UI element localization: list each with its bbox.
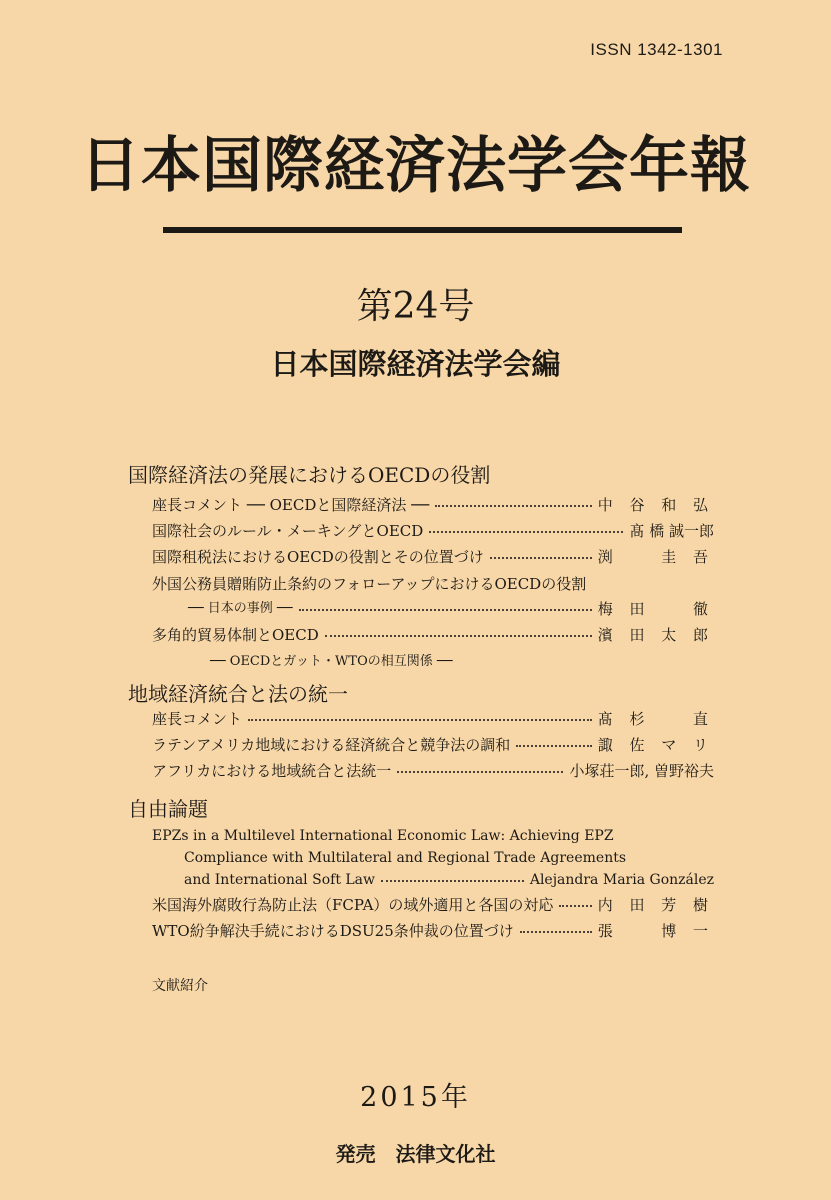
toc-item-subtitle: ── OECDとガット・WTOの相互関係 ── <box>210 654 453 669</box>
toc-item-author: 中 谷 和 弘 <box>597 496 714 514</box>
issn-number: ISSN 1342-1301 <box>590 40 723 59</box>
toc-item <box>152 493 714 517</box>
section-heading: 国際経済法の発展におけるOECDの役割 <box>128 463 491 487</box>
toc-item-author: 諏 佐 マ リ <box>597 736 714 754</box>
toc-item-subtitle: ── 日本の事例 ── <box>188 601 293 616</box>
toc-item <box>152 707 714 731</box>
section-heading: 自由論題 <box>128 797 208 821</box>
toc-item-author: 濱 田 太 郎 <box>597 626 714 644</box>
toc-item <box>152 893 714 917</box>
leader-dots <box>435 493 592 507</box>
toc-item-title: アフリカにおける地域統合と法統一 <box>152 762 392 780</box>
toc-item-title: 米国海外腐敗行為防止法（FCPA）の域外適用と各国の対応 <box>152 896 554 914</box>
toc-item <box>152 545 714 569</box>
toc-item-title-line: EPZs in a Multilevel International Economic Law: Achieving EPZ <box>152 828 614 844</box>
toc-item-title: 国際租税法におけるOECDの役割とその位置づけ <box>152 548 484 566</box>
toc-item-title: 座長コメント ── OECDと国際経済法 ── <box>152 496 430 514</box>
toc-item-title: 座長コメント <box>152 710 243 728</box>
toc-item-title: ラテンアメリカ地域における経済統合と競争法の調和 <box>152 736 511 754</box>
leader-dots <box>490 545 592 559</box>
toc-item <box>152 572 714 596</box>
toc-item-title: 外国公務員贈賄防止条約のフォローアップにおけるOECDの役割 <box>152 575 587 593</box>
toc-item-author: 髙 橋 誠一郎 <box>629 522 714 540</box>
leader-dots <box>429 519 623 533</box>
volume-number: 第24号 <box>356 286 475 327</box>
leader-dots <box>299 597 592 611</box>
toc-item <box>152 519 714 543</box>
toc-item <box>152 919 714 943</box>
toc-item-title: WTO紛争解決手続におけるDSU25条仲裁の位置づけ <box>152 922 514 940</box>
title-rule <box>163 227 682 233</box>
leader-dots <box>381 868 524 882</box>
toc-item <box>152 733 714 757</box>
leader-dots <box>559 893 591 907</box>
toc-item-continued <box>152 597 714 621</box>
toc-item-title: 多角的貿易体制とOECD <box>152 626 319 644</box>
toc-item-title: 国際社会のルール・メーキングとOECD <box>152 522 424 540</box>
leader-dots <box>325 623 592 637</box>
leader-dots <box>397 759 563 773</box>
section-heading: 地域経済統合と法の統一 <box>128 682 348 706</box>
journal-title: 日本国際経済法学会年報 <box>80 131 751 201</box>
leader-dots <box>248 707 592 721</box>
toc-item <box>152 623 714 647</box>
toc-item-author: 髙 杉 直 <box>597 710 714 728</box>
toc-item-author: 渕 圭 吾 <box>597 548 714 566</box>
toc-item-title-line: Compliance with Multilateral and Regional Trade Agreements <box>184 850 627 866</box>
toc-item-author: Alejandra Maria González <box>529 872 714 888</box>
toc-item <box>184 868 714 892</box>
toc-item-title-line: and International Soft Law <box>184 872 376 888</box>
toc-item-author: 内 田 芳 樹 <box>597 896 714 914</box>
leader-dots <box>520 919 592 933</box>
publisher-line: 発売 法律文化社 <box>335 1142 496 1166</box>
toc-item-author: 張 博 一 <box>597 922 714 940</box>
toc-item <box>152 759 714 783</box>
leader-dots <box>516 733 591 747</box>
toc-item-author: 梅 田 徹 <box>597 600 714 618</box>
book-reviews-label: 文献紹介 <box>152 978 208 994</box>
toc-item-author: 小塚荘一郎, 曽野裕夫 <box>569 762 714 780</box>
publication-year: 2015年 <box>360 1082 471 1113</box>
editor-line: 日本国際経済法学会編 <box>270 347 561 381</box>
